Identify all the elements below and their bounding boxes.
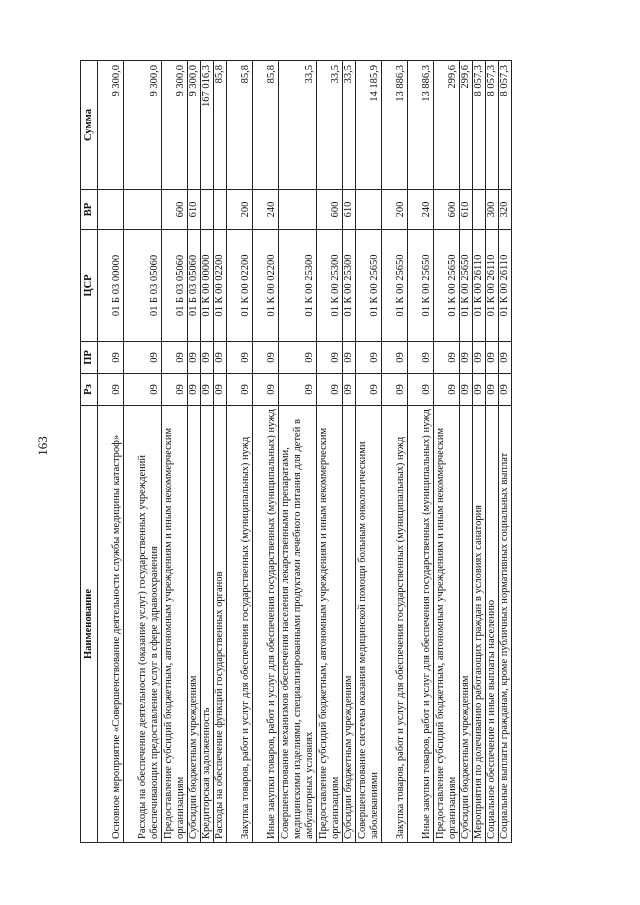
cell-pr: 09 xyxy=(486,342,499,374)
cell-vr: 600 xyxy=(434,190,460,230)
cell-pr: 09 xyxy=(460,342,473,374)
cell-sum: 13 886,3 xyxy=(382,61,408,190)
cell-sum: 33,5 xyxy=(343,61,356,190)
cell-name: Субсидии бюджетным учреждениям xyxy=(343,406,356,843)
cell-pr: 09 xyxy=(98,342,124,374)
table-row xyxy=(460,61,473,843)
table-row xyxy=(486,61,499,843)
cell-rz: 09 xyxy=(460,374,473,406)
cell-sum: 8 057,3 xyxy=(473,61,486,190)
budget-table-rotated xyxy=(80,61,564,843)
cell-sum: 9 300,0 xyxy=(162,61,188,190)
table-row xyxy=(356,61,382,843)
cell-rz: 09 xyxy=(408,374,434,406)
table-row xyxy=(499,61,512,843)
table-row xyxy=(473,61,486,843)
cell-vr: 200 xyxy=(382,190,408,230)
cell-sum: 33,5 xyxy=(317,61,343,190)
cell-csr: 01 К 00 00000 xyxy=(201,230,214,342)
cell-csr: 01 К 00 26110 xyxy=(486,230,499,342)
cell-name: Совершенствование системы оказания медицинской помощи больным онкологическими заболеваниями xyxy=(356,406,382,843)
table-row xyxy=(434,61,460,843)
table-row xyxy=(382,61,408,843)
table-row xyxy=(343,61,356,843)
cell-sum: 299,6 xyxy=(460,61,473,190)
cell-vr: 600 xyxy=(317,190,343,230)
cell-rz: 09 xyxy=(343,374,356,406)
table-row xyxy=(162,61,188,843)
cell-sum: 85,8 xyxy=(227,61,253,190)
cell-vr xyxy=(473,190,486,230)
cell-pr: 09 xyxy=(227,342,253,374)
cell-vr xyxy=(201,190,214,230)
cell-csr: 01 К 00 02200 xyxy=(253,230,279,342)
cell-sum: 8 057,3 xyxy=(499,61,512,190)
cell-rz: 09 xyxy=(499,374,512,406)
cell-name: Иные закупки товаров, работ и услуг для обеспечения государственных (муниципальных) нужд xyxy=(408,406,434,843)
table-row xyxy=(98,61,124,843)
cell-pr: 09 xyxy=(214,342,227,374)
cell-rz: 09 xyxy=(98,374,124,406)
cell-csr: 01 К 00 02200 xyxy=(214,230,227,342)
cell-sum: 299,6 xyxy=(434,61,460,190)
cell-rz: 09 xyxy=(279,374,317,406)
header-csr: ЦСР xyxy=(81,230,98,342)
cell-name: Субсидии бюджетным учреждениям xyxy=(460,406,473,843)
cell-pr: 09 xyxy=(188,342,201,374)
table-row xyxy=(317,61,343,843)
cell-pr: 09 xyxy=(317,342,343,374)
cell-csr: 01 К 00 26110 xyxy=(499,230,512,342)
cell-vr xyxy=(98,190,124,230)
cell-rz: 09 xyxy=(382,374,408,406)
cell-name: Социальное обеспечение и иные выплаты населению xyxy=(486,406,499,843)
table-row xyxy=(227,61,253,843)
cell-pr: 09 xyxy=(162,342,188,374)
cell-csr: 01 К 00 25300 xyxy=(317,230,343,342)
cell-rz: 09 xyxy=(188,374,201,406)
header-rz: Рз xyxy=(81,374,98,406)
cell-sum: 85,8 xyxy=(253,61,279,190)
cell-sum: 13 886,3 xyxy=(408,61,434,190)
cell-vr xyxy=(214,190,227,230)
cell-csr: 01 К 00 25650 xyxy=(356,230,382,342)
header-pr: ПР xyxy=(81,342,98,374)
cell-csr: 01 К 00 25300 xyxy=(343,230,356,342)
table-row xyxy=(124,61,162,843)
cell-sum: 14 185,9 xyxy=(356,61,382,190)
cell-sum: 9 300,0 xyxy=(98,61,124,190)
cell-rz: 09 xyxy=(434,374,460,406)
cell-pr: 09 xyxy=(201,342,214,374)
header-vr: ВР xyxy=(81,190,98,230)
cell-name: Мероприятия по долечиванию работающих граждан в условиях санатория xyxy=(473,406,486,843)
cell-pr: 09 xyxy=(253,342,279,374)
cell-sum: 167 016,3 xyxy=(201,61,214,190)
table-header-row xyxy=(81,61,98,843)
budget-table xyxy=(80,60,512,843)
header-sum: Сумма xyxy=(81,61,98,190)
cell-vr xyxy=(279,190,317,230)
cell-csr: 01 К 00 02200 xyxy=(227,230,253,342)
page-number: 163 xyxy=(35,436,50,456)
table-row xyxy=(214,61,227,843)
cell-name: Совершенствование механизмов обеспечения населения лекарственными препаратами, медицинскими изделиями, специализированными продуктами лечебного питания для детей в амбулаторных условиях xyxy=(279,406,317,843)
cell-name: Субсидии бюджетным учреждениям xyxy=(188,406,201,843)
cell-name: Расходы на обеспечение деятельности (оказание услуг) государственных учреждений обеспечивающих предоставление услуг в сфере здравоохранения xyxy=(124,406,162,843)
cell-pr: 09 xyxy=(124,342,162,374)
cell-csr: 01 Б 03 05060 xyxy=(188,230,201,342)
cell-vr: 300 xyxy=(486,190,499,230)
cell-pr: 09 xyxy=(473,342,486,374)
cell-vr: 610 xyxy=(188,190,201,230)
cell-rz: 09 xyxy=(201,374,214,406)
cell-name: Закупка товаров, работ и услуг для обеспечения государственных (муниципальных) нужд xyxy=(382,406,408,843)
cell-name: Социальные выплаты гражданам, кроме публичных нормативных социальных выплат xyxy=(499,406,512,843)
cell-rz: 09 xyxy=(317,374,343,406)
cell-csr: 01 К 00 25300 xyxy=(279,230,317,342)
cell-csr: 01 К 00 25650 xyxy=(434,230,460,342)
cell-name: Иные закупки товаров, работ и услуг для обеспечения государственных (муниципальных) нужд xyxy=(253,406,279,843)
cell-name: Кредиторская задолженность xyxy=(201,406,214,843)
cell-vr: 200 xyxy=(227,190,253,230)
cell-sum: 33,5 xyxy=(279,61,317,190)
cell-vr xyxy=(356,190,382,230)
cell-pr: 09 xyxy=(408,342,434,374)
cell-vr: 320 xyxy=(499,190,512,230)
cell-vr: 600 xyxy=(162,190,188,230)
cell-name: Закупка товаров, работ и услуг для обеспечения государственных (муниципальных) нужд xyxy=(227,406,253,843)
cell-sum: 85,8 xyxy=(214,61,227,190)
cell-pr: 09 xyxy=(343,342,356,374)
cell-csr: 01 К 00 26110 xyxy=(473,230,486,342)
table-row xyxy=(188,61,201,843)
cell-csr: 01 К 00 25650 xyxy=(408,230,434,342)
cell-pr: 09 xyxy=(382,342,408,374)
cell-sum: 9 300,0 xyxy=(124,61,162,190)
cell-csr: 01 К 00 25650 xyxy=(382,230,408,342)
cell-csr: 01 Б 03 05060 xyxy=(162,230,188,342)
cell-pr: 09 xyxy=(356,342,382,374)
cell-rz: 09 xyxy=(253,374,279,406)
cell-name: Расходы на обеспечение функций государственных органов xyxy=(214,406,227,843)
cell-name: Предоставление субсидий бюджетным, автономным учреждениям и иным некоммерческим организациям xyxy=(162,406,188,843)
cell-rz: 09 xyxy=(162,374,188,406)
header-name: Наименование xyxy=(81,406,98,843)
cell-rz: 09 xyxy=(473,374,486,406)
cell-csr: 01 Б 03 05060 xyxy=(124,230,162,342)
table-row xyxy=(408,61,434,843)
cell-rz: 09 xyxy=(227,374,253,406)
cell-vr: 240 xyxy=(253,190,279,230)
cell-vr: 610 xyxy=(460,190,473,230)
cell-rz: 09 xyxy=(356,374,382,406)
table-row xyxy=(201,61,214,843)
cell-pr: 09 xyxy=(499,342,512,374)
cell-vr xyxy=(124,190,162,230)
cell-name: Предоставление субсидий бюджетным, автономным учреждениям и иным некоммерческим организациям xyxy=(434,406,460,843)
cell-sum: 9 300,0 xyxy=(188,61,201,190)
cell-pr: 09 xyxy=(434,342,460,374)
table-row xyxy=(253,61,279,843)
cell-name: Предоставление субсидий бюджетным, автономным учреждениям и иным некоммерческим организациям xyxy=(317,406,343,843)
cell-rz: 09 xyxy=(486,374,499,406)
table-row xyxy=(279,61,317,843)
cell-sum: 8 057,3 xyxy=(486,61,499,190)
cell-pr: 09 xyxy=(279,342,317,374)
cell-name: Основное мероприятие «Совершенствование деятельности службы медицины катастроф» xyxy=(98,406,124,843)
cell-vr: 610 xyxy=(343,190,356,230)
cell-rz: 09 xyxy=(124,374,162,406)
cell-rz: 09 xyxy=(214,374,227,406)
cell-csr: 01 Б 03 00000 xyxy=(98,230,124,342)
cell-csr: 01 К 00 25650 xyxy=(460,230,473,342)
cell-vr: 240 xyxy=(408,190,434,230)
